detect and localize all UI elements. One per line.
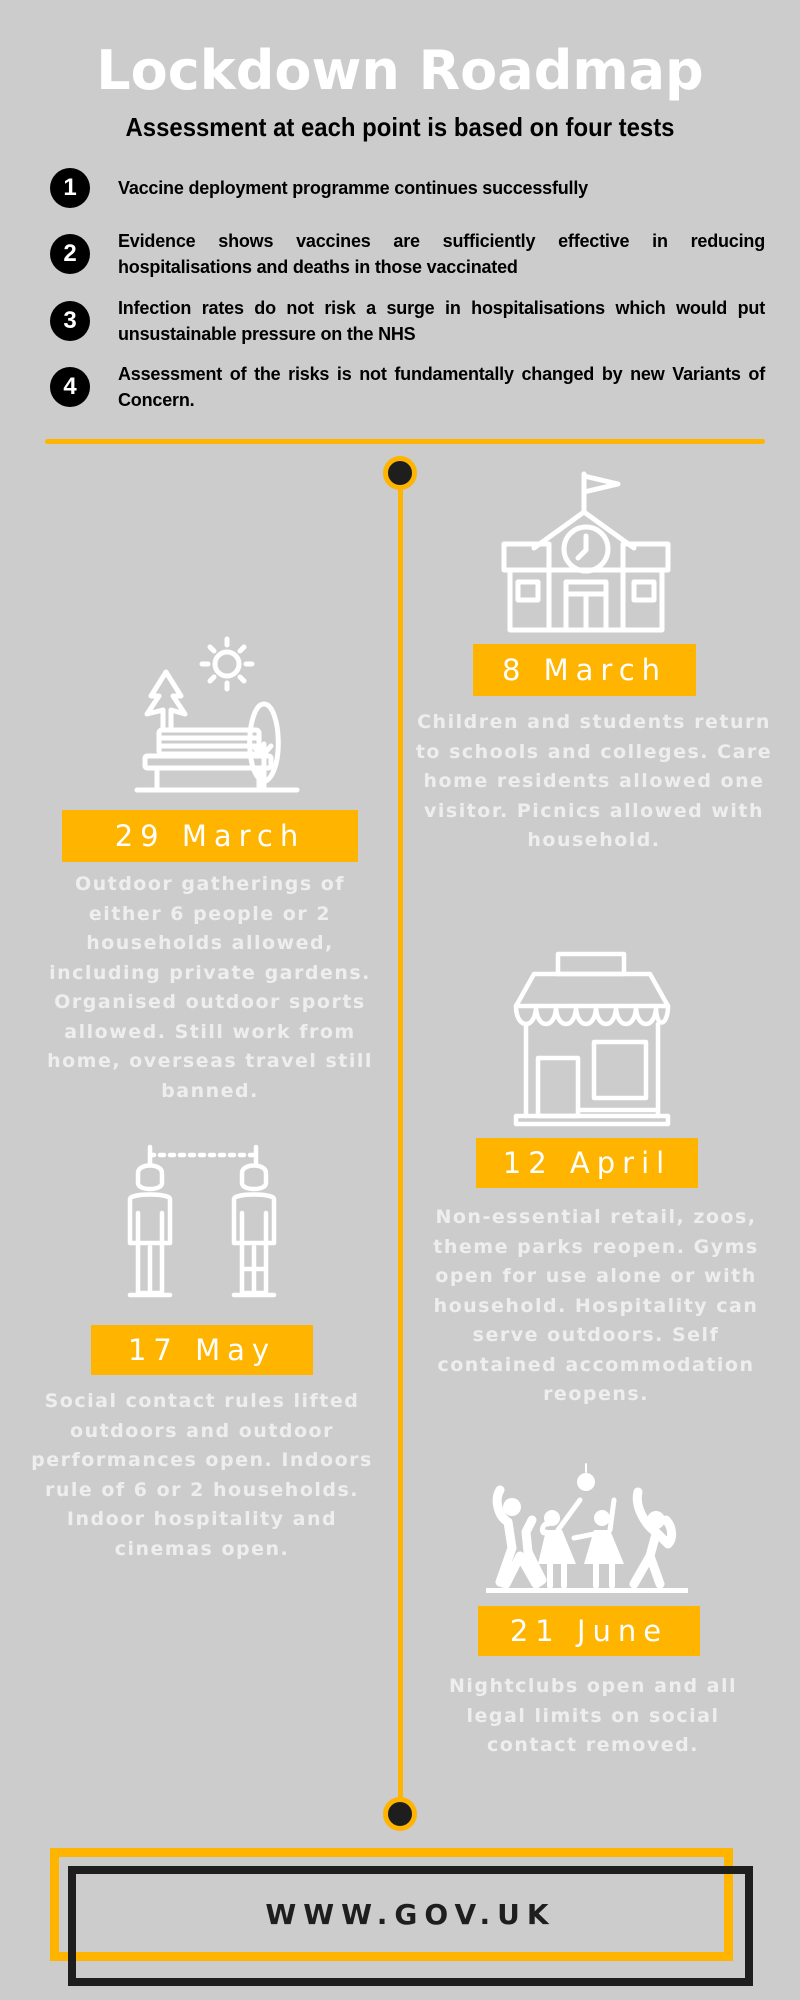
date-label-29-march: 29 March	[62, 810, 358, 862]
school-icon	[500, 468, 672, 634]
date-label-21-june: 21 June	[478, 1606, 700, 1656]
milestone-description: Social contact rules lifted outdoors and outdoor performances open. Indoors rule of 6 or 2 households. Indoor hospitality and cinemas open.	[31, 1390, 373, 1560]
park-bench-icon	[133, 634, 301, 798]
milestone-description: Nightclubs open and all legal limits on social contact removed.	[448, 1675, 738, 1756]
timeline-line	[398, 470, 403, 1815]
test-text: Assessment of the risks is not fundamentally changed by new Variants of Concern.	[118, 364, 765, 410]
timeline-end-node	[383, 1797, 417, 1831]
date-label-12-april: 12 April	[476, 1138, 698, 1188]
milestone-description: Children and students return to schools and colleges. Care home residents allowed one visitor. Picnics allowed with household.	[415, 711, 773, 851]
date-label-8-march: 8 March	[473, 644, 696, 696]
test-number-badge: 3	[50, 301, 90, 341]
shop-icon	[510, 950, 674, 1128]
gov-uk-link[interactable]: WWW.GOV.UK	[265, 1898, 556, 1931]
section-divider	[45, 439, 765, 444]
dancing-people-icon	[484, 1460, 690, 1594]
timeline-start-node	[383, 456, 417, 490]
milestone-description: Non-essential retail, zoos, theme parks reopen. Gyms open for use alone or with household. Hospitality can serve outdoors. Self contained accommodation reopens.	[433, 1206, 759, 1405]
page-title: Lockdown Roadmap	[96, 39, 704, 102]
date-label-17-may: 17 May	[91, 1325, 313, 1375]
test-number-badge: 4	[50, 367, 90, 407]
social-distance-icon	[118, 1143, 286, 1305]
test-text: Evidence shows vaccines are sufficiently effective in reducing hospitalisations and deaths in those vaccinated	[118, 231, 765, 277]
page-subtitle: Assessment at each point is based on four tests	[125, 112, 675, 142]
test-number-badge: 1	[50, 168, 90, 208]
milestone-description: Outdoor gatherings of either 6 people or 2 households allowed, including private gardens. Organised outdoor sports allowed. Still work from home, overseas travel still banned.	[47, 873, 373, 1102]
test-text: Vaccine deployment programme continues successfully	[118, 178, 588, 198]
test-text: Infection rates do not risk a surge in hospitalisations which would put unsustainable pressure on the NHS	[118, 298, 765, 344]
test-number-badge: 2	[50, 234, 90, 274]
